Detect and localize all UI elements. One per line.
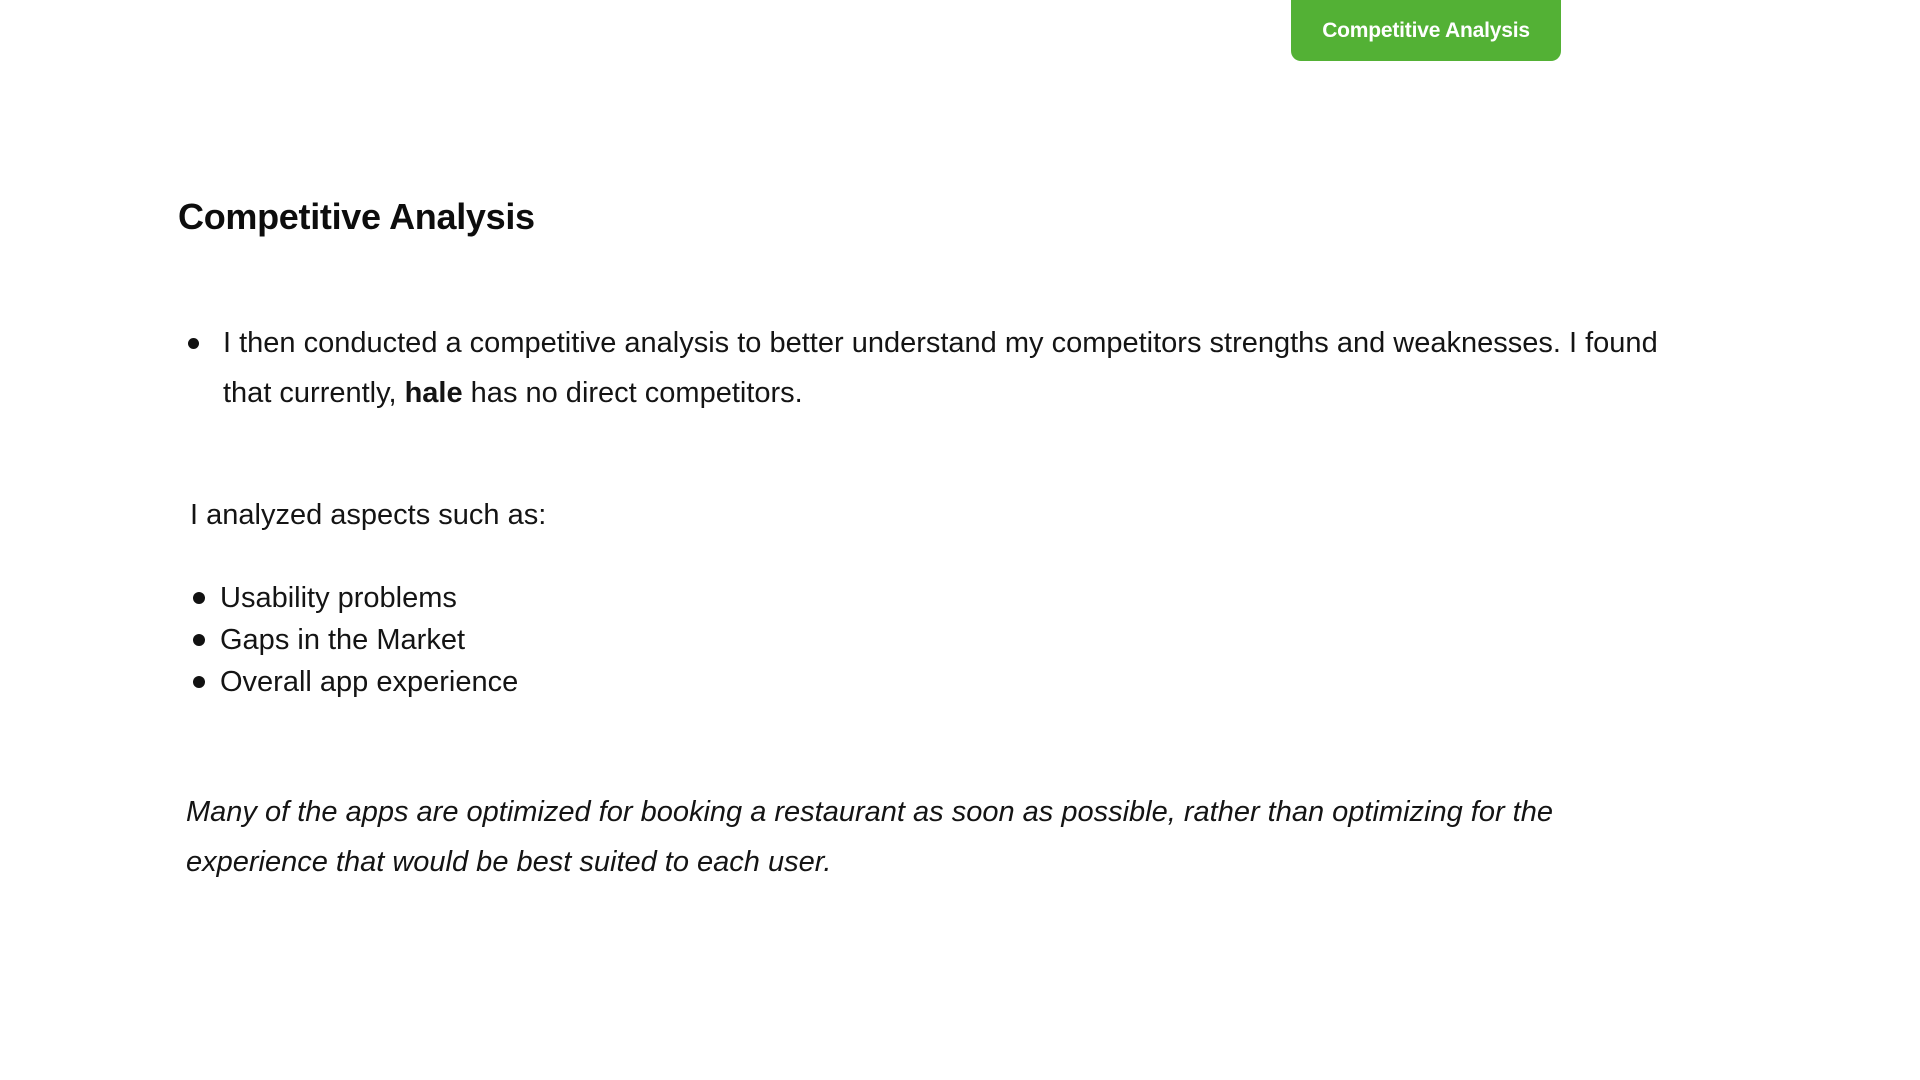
list-item xyxy=(190,577,518,619)
intro-text-after: has no direct competitors. xyxy=(462,377,803,409)
aspect-label: Overall app experience xyxy=(220,666,519,698)
aspect-label: Gaps in the Market xyxy=(220,624,465,656)
brand-name: hale xyxy=(404,377,463,409)
aspects-list xyxy=(190,577,518,703)
list-item xyxy=(190,661,518,703)
intro-list-item xyxy=(178,318,1678,418)
bullet-icon xyxy=(193,592,205,604)
aspect-label: Usability problems xyxy=(220,582,457,614)
aspects-lead: I analyzed aspects such as: xyxy=(190,499,547,531)
intro-text-before: I then conducted a competitive analysis to better understand my competitors strengths and weaknesses. I found that currently, xyxy=(223,327,1658,409)
bullet-icon xyxy=(193,676,205,688)
list-item xyxy=(190,619,518,661)
bullet-icon xyxy=(188,338,199,349)
section-title: Competitive Analysis xyxy=(178,196,535,237)
insight-quote: Many of the apps are optimized for booking a restaurant as soon as possible, rather than optimizing for the experience that would be best suited to each user. xyxy=(186,796,1553,878)
bullet-icon xyxy=(193,634,205,646)
nav-button-label: Competitive Analysis xyxy=(1322,18,1530,42)
intro-list xyxy=(178,318,1678,418)
competitive-analysis-nav-button[interactable] xyxy=(1291,0,1561,61)
